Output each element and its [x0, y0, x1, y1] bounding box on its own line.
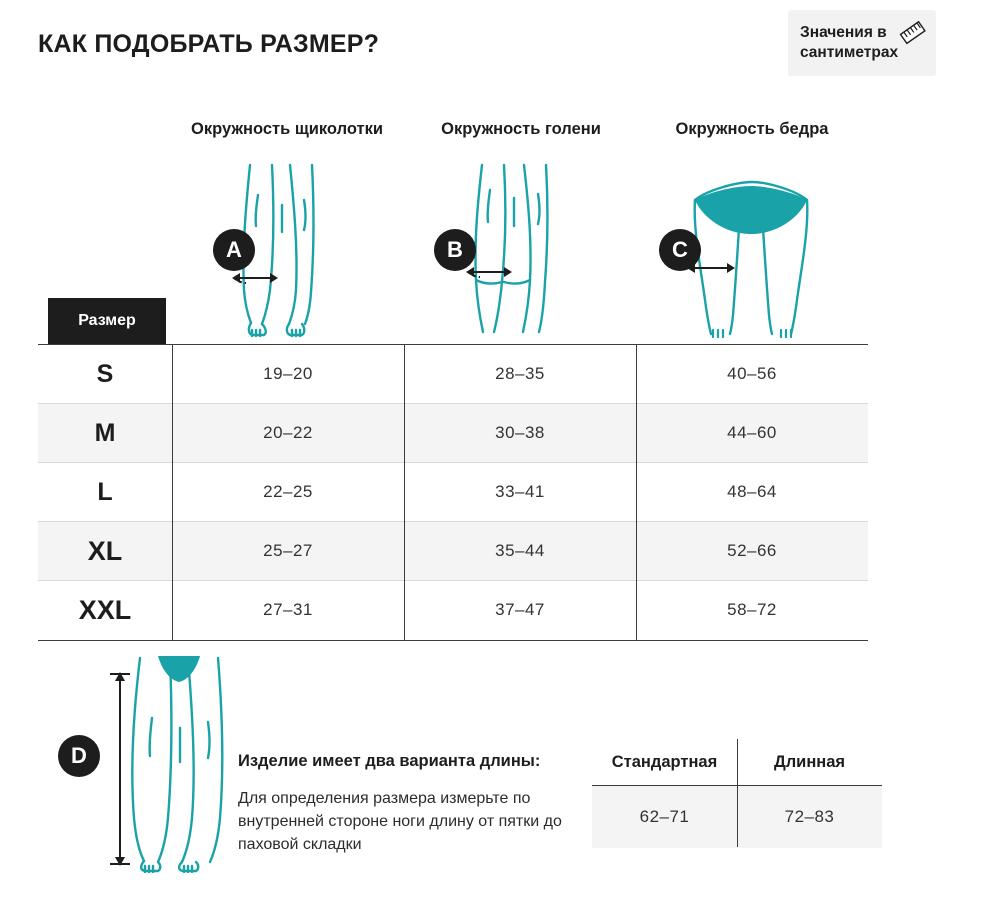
table-row [38, 580, 868, 639]
ankle-legs-illustration [172, 160, 402, 340]
cell-thigh: 52–66 [727, 541, 777, 560]
cell-size: L [97, 477, 113, 506]
cell-ankle: 27–31 [263, 600, 313, 619]
length-value-standard: 62–71 [639, 807, 690, 826]
table-row [38, 462, 868, 521]
cell-ankle: 20–22 [263, 423, 313, 442]
size-column-label: Размер [48, 298, 166, 344]
cell-size: XXL [78, 594, 132, 625]
table-divider-3 [636, 344, 637, 640]
badge-b: B [434, 229, 476, 271]
cell-size: S [96, 359, 114, 388]
column-heading-thigh: Окружность бедра [675, 120, 829, 138]
length-header-long: Длинная [773, 752, 846, 771]
page-title: КАК ПОДОБРАТЬ РАЗМЕР? [38, 30, 380, 58]
length-header-standard: Стандартная [611, 752, 718, 771]
table-row [38, 521, 868, 580]
column-heading-ankle: Окружность щиколотки [190, 120, 384, 138]
column-heading-calf: Окружность голени [441, 120, 601, 138]
cell-thigh: 48–64 [727, 482, 777, 501]
table-row [38, 403, 868, 462]
length-table-divider [737, 739, 738, 847]
cell-calf: 33–41 [495, 482, 545, 501]
table-divider-1 [172, 344, 173, 640]
cell-thigh: 40–56 [727, 364, 777, 383]
units-note-box [788, 10, 936, 76]
cell-thigh: 58–72 [727, 600, 777, 619]
table-row [38, 344, 868, 403]
badge-a: A [213, 229, 255, 271]
cell-size: M [94, 418, 116, 447]
cell-calf: 28–35 [495, 364, 545, 383]
cell-thigh: 44–60 [727, 423, 777, 442]
cell-calf: 37–47 [495, 600, 545, 619]
badge-c: C [659, 229, 701, 271]
cell-calf: 30–38 [495, 423, 545, 442]
cell-size: XL [87, 535, 123, 566]
units-note-label: Значения в сантиметрах [800, 24, 899, 61]
table-divider-2 [404, 344, 405, 640]
size-table [38, 344, 868, 639]
cell-ankle: 25–27 [263, 541, 313, 560]
cell-calf: 35–44 [495, 541, 545, 560]
badge-d: D [58, 735, 100, 777]
table-bottom-border [38, 640, 868, 641]
length-value-long: 72–83 [784, 807, 835, 826]
cell-ankle: 22–25 [263, 482, 313, 501]
length-section-title: Изделие имеет два варианта длины: [238, 752, 541, 770]
length-section-text: Для определения размера измерьте по внутренней стороне ноги длину от пятки до паховой складки [238, 790, 562, 853]
ruler-icon [898, 18, 928, 48]
cell-ankle: 19–20 [263, 364, 313, 383]
